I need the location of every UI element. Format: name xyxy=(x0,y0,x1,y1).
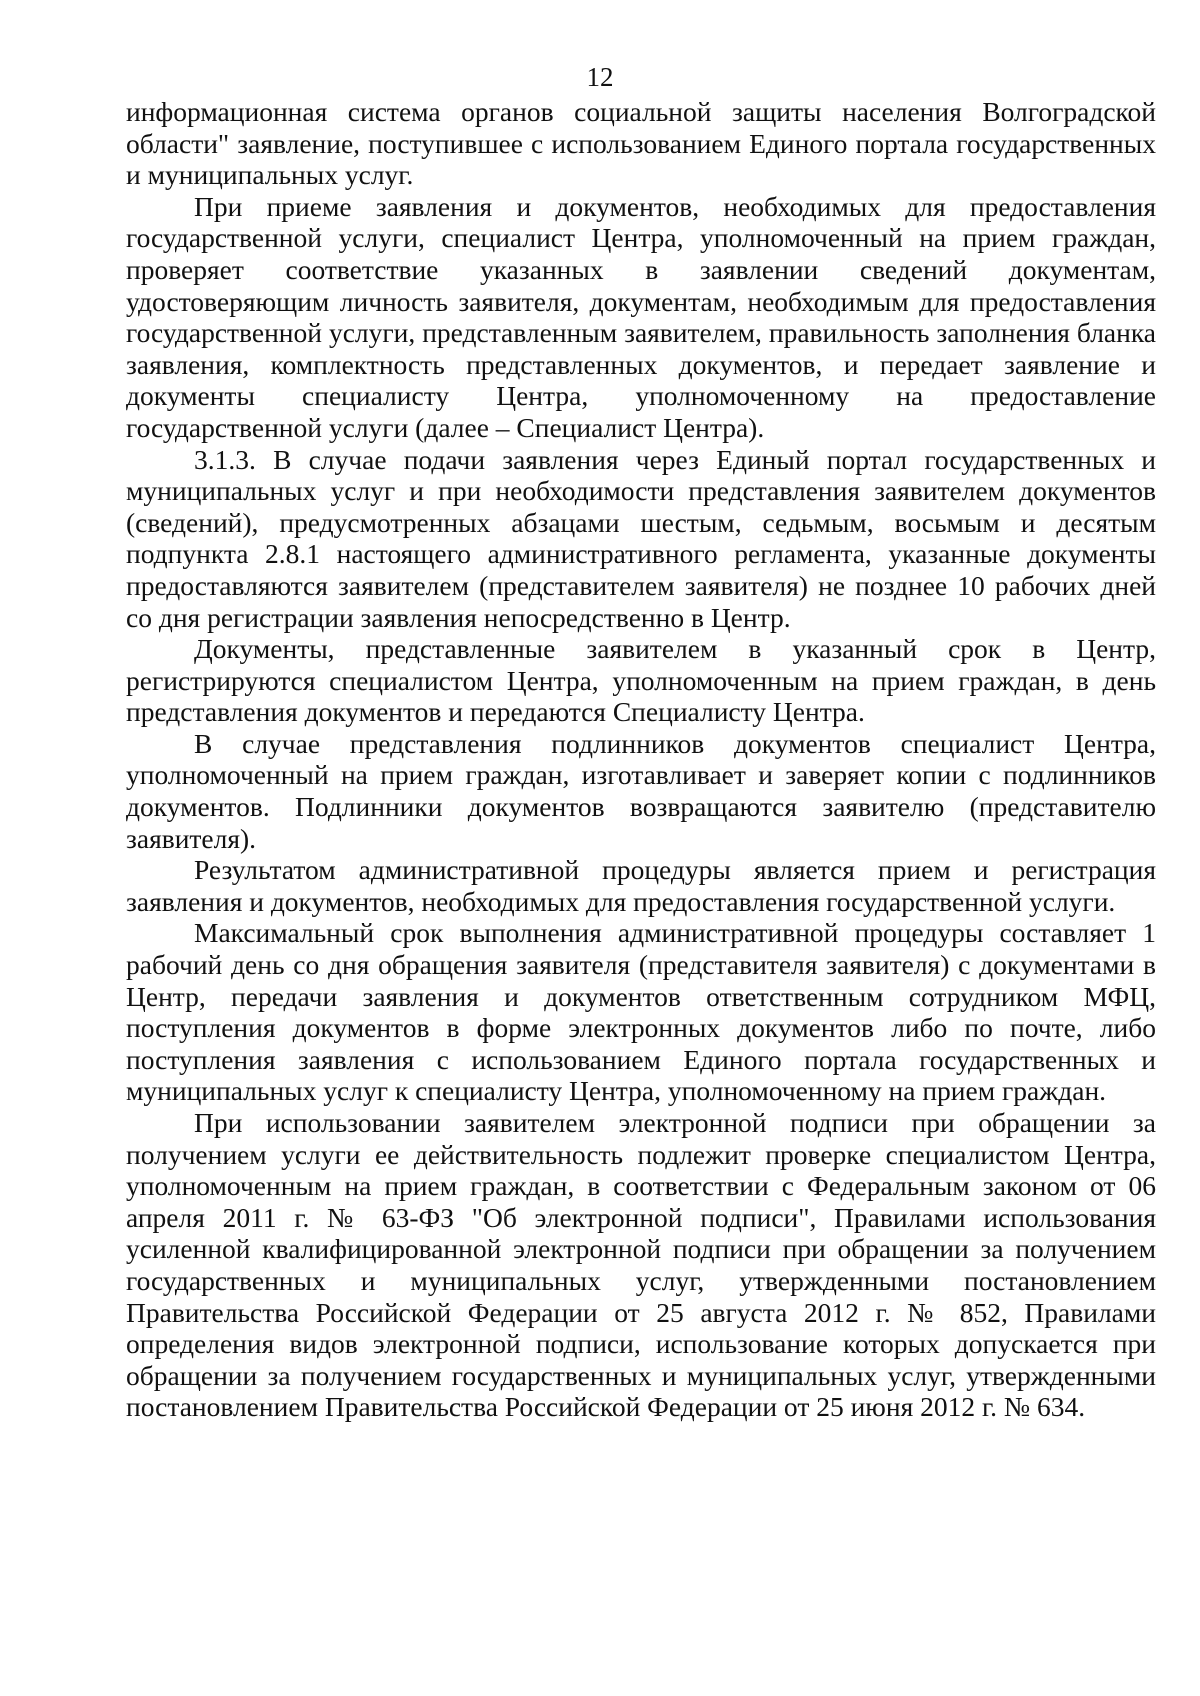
paragraph-3-1-3: 3.1.3. В случае подачи заявления через Единый портал государственных и муниципальных услуг и при необходимости представления заявителем документов (сведений), предусмотренных абзацами шестым, седьмым, восьмым и десятым подпункта 2.8.1 настоящего административного регламента, указанные документы предоставляются заявителем (представителем заявителя) не позднее 10 рабочих дней со дня регистрации заявления непосредственно в Центр. xyxy=(126,443,1156,633)
paragraph-max-term: Максимальный срок выполнения административной процедуры составляет 1 рабочий день со дня обращения заявителя (представителя заявителя) с документами в Центр, передачи заявления и документов ответственным сотрудником МФЦ, поступления документов в форме электронных документов либо по почте, либо поступления заявления с использованием Единого портала государственных и муниципальных услуг к специалисту Центра, уполномоченному на прием граждан. xyxy=(126,917,1156,1107)
paragraph-documents-registration: Документы, представленные заявителем в указанный срок в Центр, регистрируются специалистом Центра, уполномоченным на прием граждан, в день представления документов и передаются Специалисту Центра. xyxy=(126,633,1156,728)
document-body xyxy=(126,96,1156,1423)
paragraph-procedure-result: Результатом административной процедуры является прием и регистрация заявления и документов, необходимых для предоставления государственной услуги. xyxy=(126,854,1156,917)
paragraph-continuation: информационная система органов социальной защиты населения Волгоградской области" заявление, поступившее с использованием Единого портала государственных и муниципальных услуг. xyxy=(126,96,1156,191)
paragraph-electronic-signature: При использовании заявителем электронной подписи при обращении за получением услуги ее действительность подлежит проверке специалистом Центра, уполномоченным на прием граждан, в соответствии с Федеральным законом от 06 апреля 2011 г. № 63-ФЗ "Об электронной подписи", Правилами использования усиленной квалифицированной электронной подписи при обращении за получением государственных и муниципальных услуг, утвержденными постановлением Правительства Российской Федерации от 25 августа 2012 г. № 852, Правилами определения видов электронной подписи, использование которых допускается при обращении за получением государственных и муниципальных услуг, утвержденными постановлением Правительства Российской Федерации от 25 июня 2012 г. № 634. xyxy=(126,1107,1156,1423)
page-number: 12 xyxy=(586,62,614,92)
paragraph-originals-copies: В случае представления подлинников документов специалист Центра, уполномоченный на прием граждан, изготавливает и заверяет копии с подлинников документов. Подлинники документов возвращаются заявителю (представителю заявителя). xyxy=(126,727,1156,854)
paragraph-reception-check: При приеме заявления и документов, необходимых для предоставления государственной услуги, специалист Центра, уполномоченный на прием граждан, проверяет соответствие указанных в заявлении сведений документам, удостоверяющим личность заявителя, документам, необходимым для предоставления государственной услуги, представленным заявителем, правильность заполнения бланка заявления, комплектность представленных документов, и передает заявление и документы специалисту Центра, уполномоченному на предоставление государственной услуги (далее – Специалист Центра). xyxy=(126,190,1156,443)
